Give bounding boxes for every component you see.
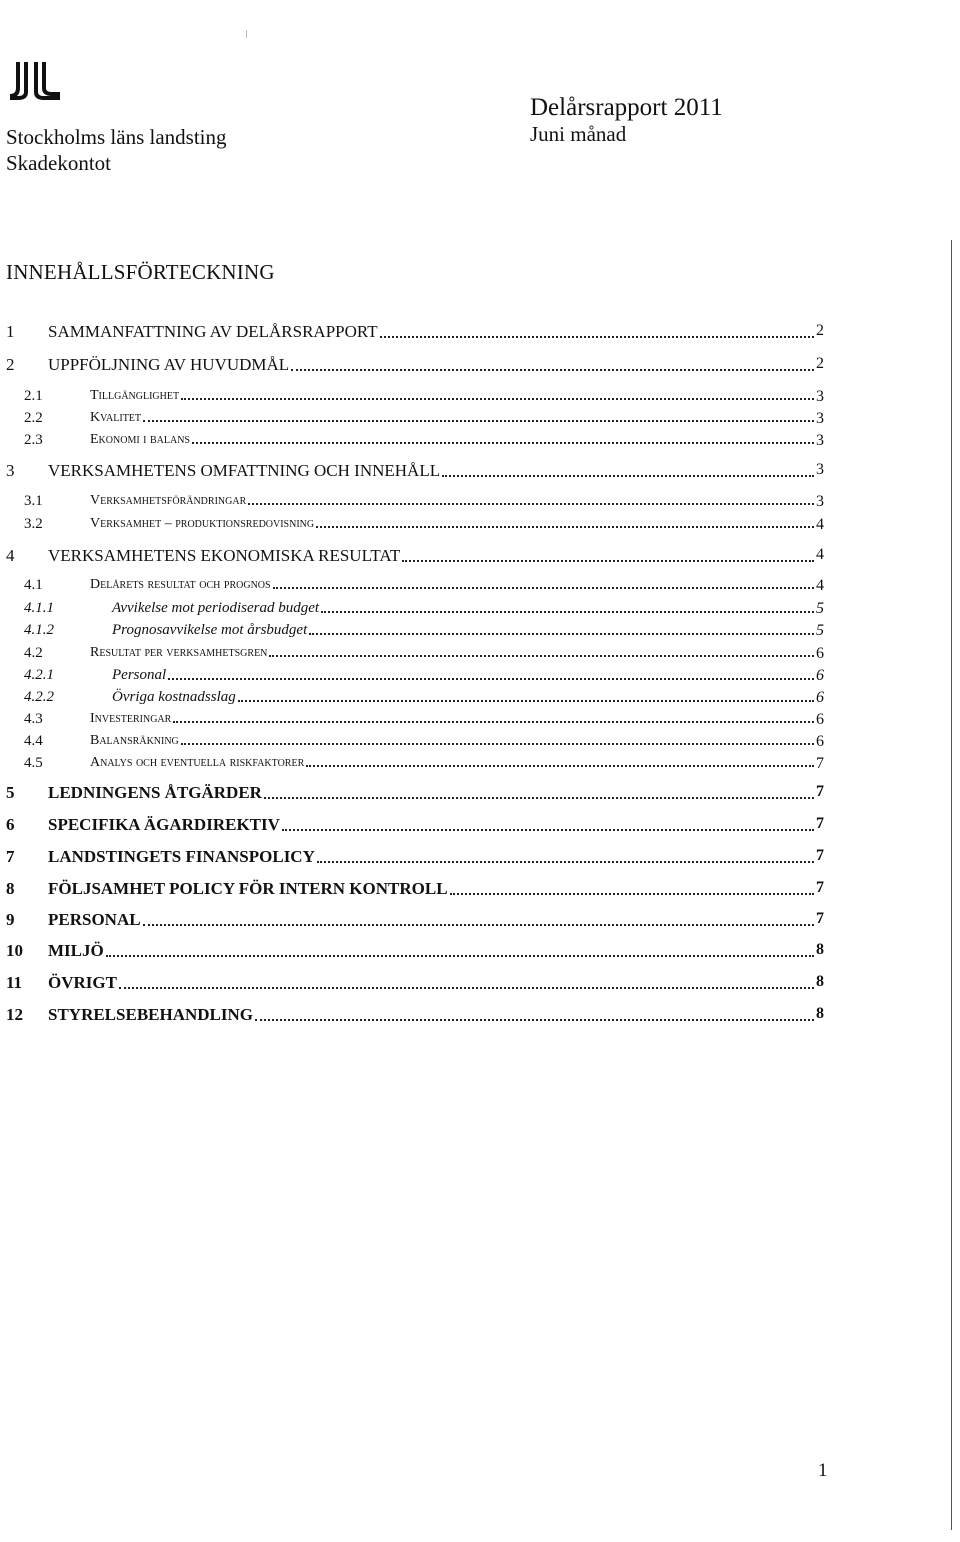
toc-entry[interactable]: [0, 711, 960, 735]
report-period: Juni månad: [530, 122, 627, 146]
toc-heading: INNEHÅLLSFÖRTECKNING: [6, 260, 275, 284]
toc-entry-page: 7: [816, 755, 824, 772]
toc-dot-leader: [273, 587, 814, 589]
toc-dot-leader: [248, 503, 814, 505]
toc-entry-title: FÖLJSAMHET POLICY FÖR INTERN KONTROLL: [48, 879, 448, 898]
toc-entry[interactable]: [0, 355, 960, 379]
toc-entry-title: PERSONAL: [48, 910, 141, 929]
toc-entry-number: 4.2: [24, 645, 43, 661]
toc-entry[interactable]: [0, 973, 960, 997]
toc-entry-title: Personal: [112, 667, 167, 683]
toc-entry[interactable]: [0, 689, 960, 713]
toc-entry[interactable]: [0, 516, 960, 540]
toc-entry-number: 4.2.2: [24, 689, 54, 705]
toc-dot-leader: [264, 797, 814, 799]
toc-entry-number: 5: [6, 783, 15, 802]
toc-entry-number: 4.1.1: [24, 600, 54, 616]
toc-entry-page: 7: [816, 815, 824, 832]
toc-entry-number: 3: [6, 461, 15, 480]
organization-block: [6, 124, 227, 176]
toc-entry[interactable]: [0, 667, 960, 691]
toc-dot-leader: [119, 987, 814, 989]
toc-dot-leader: [106, 955, 814, 957]
toc-entry-title: Delårets resultat och prognos: [90, 577, 271, 592]
org-name: Stockholms läns landsting: [6, 125, 227, 149]
toc-entry-title: LEDNINGENS ÅTGÄRDER: [48, 783, 262, 802]
toc-dot-leader: [192, 442, 814, 444]
toc-dot-leader: [282, 829, 814, 831]
toc-entry-page: 6: [816, 711, 824, 728]
toc-entry[interactable]: [0, 388, 960, 412]
toc-entry-title: MILJÖ: [48, 941, 104, 960]
toc-dot-leader: [309, 633, 814, 635]
page-number: 1: [818, 1460, 828, 1481]
toc-entry-number: 9: [6, 910, 15, 929]
toc-entry-title: Övriga kostnadsslag: [112, 689, 236, 705]
toc-dot-leader: [181, 398, 814, 400]
toc-entry-title: LANDSTINGETS FINANSPOLICY: [48, 847, 315, 866]
toc-entry-page: 2: [816, 355, 824, 372]
toc-entry-number: 2.3: [24, 432, 43, 448]
toc-entry-number: 12: [6, 1005, 23, 1024]
toc-entry-title: Balansräkning: [90, 733, 179, 748]
toc-entry-number: 3.2: [24, 516, 43, 532]
report-title: Delårsrapport 2011: [530, 94, 723, 121]
toc-entry-number: 7: [6, 847, 15, 866]
toc-entry-number: 2.1: [24, 388, 43, 404]
toc-entry[interactable]: [0, 645, 960, 669]
toc-dot-leader: [321, 611, 814, 613]
toc-entry-title: Analys och eventuella riskfaktorer: [90, 755, 305, 770]
toc-entry-page: 6: [816, 689, 824, 706]
toc-entry-page: 8: [816, 941, 824, 958]
toc-entry-number: 2.2: [24, 410, 43, 426]
toc-entry[interactable]: [0, 755, 960, 779]
toc-entry-page: 6: [816, 733, 824, 750]
toc-entry-title: Tillgänglighet: [90, 388, 180, 403]
toc-entry-page: 5: [816, 600, 824, 617]
toc-dot-leader: [380, 336, 814, 338]
toc-entry-title: Prognosavvikelse mot årsbudget: [112, 622, 308, 638]
toc-entry-page: 7: [816, 847, 824, 864]
toc-entry-number: 10: [6, 941, 23, 960]
toc-entry-page: 6: [816, 645, 824, 662]
toc-entry[interactable]: [0, 410, 960, 434]
toc-entry-page: 3: [816, 432, 824, 449]
toc-entry[interactable]: [0, 815, 960, 839]
scan-mark: [246, 30, 247, 38]
report-block: [530, 94, 723, 146]
toc-entry-number: 1: [6, 322, 15, 341]
toc-entry-page: 4: [816, 516, 824, 533]
toc-dot-leader: [143, 420, 814, 422]
toc-entry-page: 8: [816, 1005, 824, 1022]
toc-entry[interactable]: [0, 432, 960, 456]
toc-dot-leader: [291, 369, 814, 371]
toc-entry[interactable]: [0, 622, 960, 646]
toc-entry-title: Avvikelse mot periodiserad budget: [112, 600, 320, 616]
toc-entry-page: 4: [816, 577, 824, 594]
toc-entry-page: 8: [816, 973, 824, 990]
toc-entry-title: Ekonomi i balans: [90, 432, 190, 447]
toc-entry[interactable]: [0, 546, 960, 570]
toc-entry-page: 4: [816, 546, 824, 563]
toc-entry[interactable]: [0, 577, 960, 601]
toc-entry-title: STYRELSEBEHANDLING: [48, 1005, 254, 1024]
toc-entry-title: UPPFÖLJNING AV HUVUDMÅL: [48, 355, 290, 374]
toc-entry-page: 7: [816, 879, 824, 896]
toc-entry[interactable]: [0, 847, 960, 871]
toc-entry-title: SPECIFIKA ÄGARDIREKTIV: [48, 815, 280, 834]
toc-entry-title: Kvalitet: [90, 410, 142, 425]
toc-entry[interactable]: [0, 493, 960, 517]
toc-entry-number: 2: [6, 355, 15, 374]
toc-entry[interactable]: [0, 461, 960, 485]
toc-dot-leader: [402, 560, 814, 562]
toc-entry-number: 4.4: [24, 733, 43, 749]
toc-entry-title: VERKSAMHETENS OMFATTNING OCH INNEHÅLL: [48, 461, 441, 480]
toc-entry[interactable]: [0, 322, 960, 346]
toc-entry-page: 2: [816, 322, 824, 339]
toc-dot-leader: [317, 861, 814, 863]
toc-dot-leader: [173, 721, 814, 723]
toc-entry-number: 3.1: [24, 493, 43, 509]
toc-entry-page: 5: [816, 622, 824, 639]
toc-dot-leader: [168, 678, 814, 680]
toc-entry-number: 4.3: [24, 711, 43, 727]
toc-entry-title: Verksamhetsförändringar: [90, 493, 247, 508]
toc-dot-leader: [442, 475, 814, 477]
toc-entry-number: 11: [6, 973, 23, 992]
toc-entry-number: 4: [6, 546, 15, 565]
toc-entry-title: SAMMANFATTNING AV DELÅRSRAPPORT: [48, 322, 378, 341]
toc-entry[interactable]: [0, 1005, 960, 1029]
toc-entry-title: Resultat per verksamhetsgren: [90, 645, 268, 660]
toc-entry-title: Verksamhet – produktionsredovisning: [90, 516, 315, 531]
toc-entry-number: 4.2.1: [24, 667, 54, 683]
toc-entry-page: 3: [816, 493, 824, 510]
toc-dot-leader: [316, 526, 814, 528]
toc-entry-page: 6: [816, 667, 824, 684]
toc-entry[interactable]: [0, 733, 960, 757]
toc-entry-number: 4.1: [24, 577, 43, 593]
toc-entry-page: 7: [816, 783, 824, 800]
toc-entry-number: 6: [6, 815, 15, 834]
sll-logo-icon: [8, 60, 62, 100]
toc-entry-title: VERKSAMHETENS EKONOMISKA RESULTAT: [48, 546, 401, 565]
toc-entry[interactable]: [0, 910, 960, 934]
toc-entry[interactable]: [0, 783, 960, 807]
toc-entry-page: 3: [816, 410, 824, 427]
toc-dot-leader: [143, 924, 814, 926]
toc-entry[interactable]: [0, 941, 960, 965]
toc-dot-leader: [255, 1019, 814, 1021]
toc-entry[interactable]: [0, 600, 960, 624]
toc-dot-leader: [450, 893, 814, 895]
toc-dot-leader: [238, 700, 814, 702]
toc-entry-title: Investeringar: [90, 711, 172, 726]
toc-entry-number: 4.1.2: [24, 622, 54, 638]
toc-dot-leader: [181, 743, 814, 745]
toc-dot-leader: [306, 765, 814, 767]
toc-entry[interactable]: [0, 879, 960, 903]
toc-entry-page: 3: [816, 461, 824, 478]
toc-dot-leader: [269, 655, 814, 657]
toc-entry-title: ÖVRIGT: [48, 973, 117, 992]
toc-entry-number: 8: [6, 879, 15, 898]
toc-entry-page: 7: [816, 910, 824, 927]
org-unit: Skadekontot: [6, 151, 111, 175]
toc-entry-page: 3: [816, 388, 824, 405]
toc-entry-number: 4.5: [24, 755, 43, 771]
